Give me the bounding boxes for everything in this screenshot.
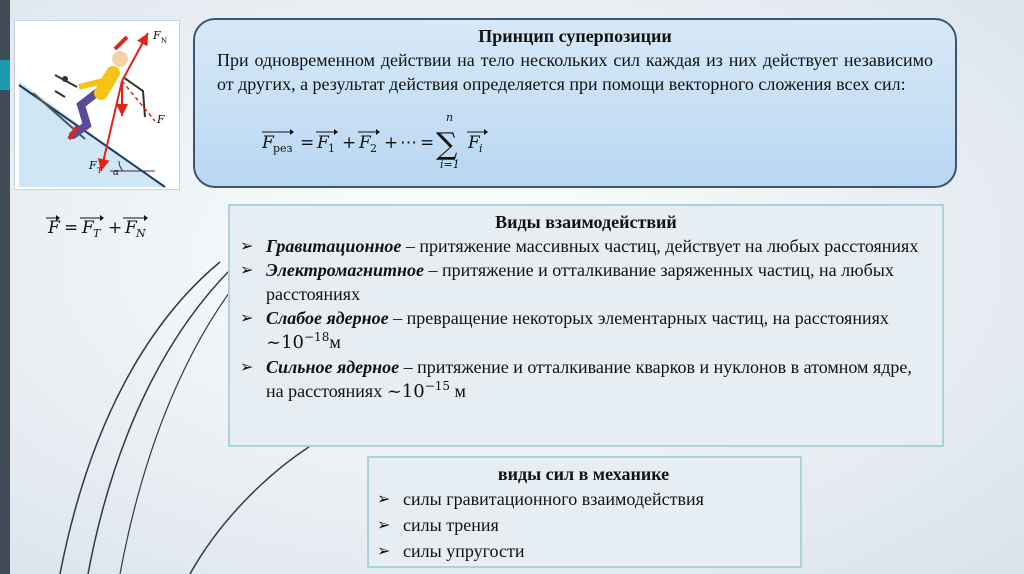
eq-f1-sub: 1 [328, 142, 335, 155]
net-force-formula [46, 211, 161, 246]
list-item [377, 538, 790, 564]
label-ft: F [89, 159, 97, 172]
net-force-equation [46, 211, 161, 241]
mechanics-box [367, 456, 802, 568]
skier-figure [14, 20, 180, 190]
interaction-name: Сильное ядерное [266, 357, 400, 377]
interaction-desc: – притяжение массивных частиц, действует на любых расстояниях [401, 236, 919, 256]
formula-eq: = [64, 218, 79, 238]
superposition-title: Принцип суперпозиции [478, 26, 672, 46]
eq-sum-bottom: i=1 [440, 158, 460, 171]
force-type: силы трения [403, 515, 499, 535]
tilde: ~ [266, 332, 282, 353]
list-item [240, 258, 932, 306]
list-item [240, 306, 932, 355]
interaction-desc: – притяжение и отталкивание заряженных частиц, на любых расстояниях [266, 260, 894, 304]
bullet-arrow-icon: ➢ [377, 541, 391, 560]
unit: м [329, 332, 341, 352]
force-type: силы упругости [403, 541, 525, 561]
eq-plus-2: + [384, 133, 399, 153]
bullet-arrow-icon: ➢ [240, 260, 254, 279]
eq-equals-1: = [300, 133, 315, 153]
superposition-text: При одновременном действии на тело нескольких сил каждая из них действует независимо от других, а результат действия определяется при помощи векторного сложения всех сил: [217, 50, 933, 94]
label-fn-sub: N [161, 37, 168, 45]
interactions-title: Виды взаимодействий [495, 212, 677, 232]
formula-ft-sub: T [93, 227, 101, 240]
power-exponent: −15 [424, 379, 451, 393]
formula-f: F [48, 218, 60, 238]
formula-fn: F [125, 218, 137, 238]
label-alpha: α [113, 168, 120, 178]
eq-plus-1: + [342, 133, 357, 153]
eq-f-res: F [262, 133, 274, 153]
unit: м [450, 381, 466, 401]
mechanics-title: виды сил в механике [497, 464, 670, 484]
list-item [240, 234, 932, 258]
skier-illustration [15, 21, 179, 189]
eq-fi: F [468, 133, 480, 153]
power-exponent: −18 [304, 330, 330, 344]
superposition-equation [262, 112, 522, 172]
interaction-name: Слабое ядерное [266, 308, 389, 328]
eq-sum-top: n [446, 112, 454, 124]
superposition-formula [262, 112, 522, 172]
list-item [377, 512, 790, 538]
formula-plus: + [108, 218, 123, 238]
eq-equals-2: = [420, 133, 435, 153]
bullet-arrow-icon: ➢ [377, 515, 391, 534]
label-ft-sub: T [97, 167, 102, 175]
bullet-arrow-icon: ➢ [377, 489, 391, 508]
eq-f2: F [359, 133, 371, 153]
formula-fn-sub: N [136, 227, 146, 240]
eq-f1: F [317, 133, 329, 153]
label-f: F [157, 113, 165, 126]
interaction-name: Гравитационное [266, 236, 402, 256]
tilde: ~ [386, 381, 402, 402]
eq-sum: ∑ [436, 127, 458, 162]
eq-fi-sub: i [479, 142, 483, 155]
bullet-arrow-icon: ➢ [240, 308, 254, 327]
power-base: 10 [401, 381, 425, 402]
bullet-arrow-icon: ➢ [240, 236, 254, 255]
formula-ft: F [82, 218, 94, 238]
list-item [240, 355, 932, 404]
power-base: 10 [281, 332, 304, 353]
label-fn: F [153, 29, 161, 42]
eq-f2-sub: 2 [370, 142, 377, 155]
interaction-desc: – притяжение и отталкивание кварков и нуклонов в атомном ядре, на расстояниях [266, 357, 912, 401]
force-type: силы гравитационного взаимодействия [403, 489, 704, 509]
interactions-box [228, 204, 944, 447]
interaction-name: Электромагнитное [266, 260, 424, 280]
list-item [377, 486, 790, 512]
eq-res-sub: рез [273, 142, 293, 155]
bullet-arrow-icon: ➢ [240, 357, 254, 376]
interaction-desc: – превращение некоторых элементарных частиц, на расстояниях [388, 308, 889, 328]
eq-dots: ⋯ [400, 133, 417, 153]
